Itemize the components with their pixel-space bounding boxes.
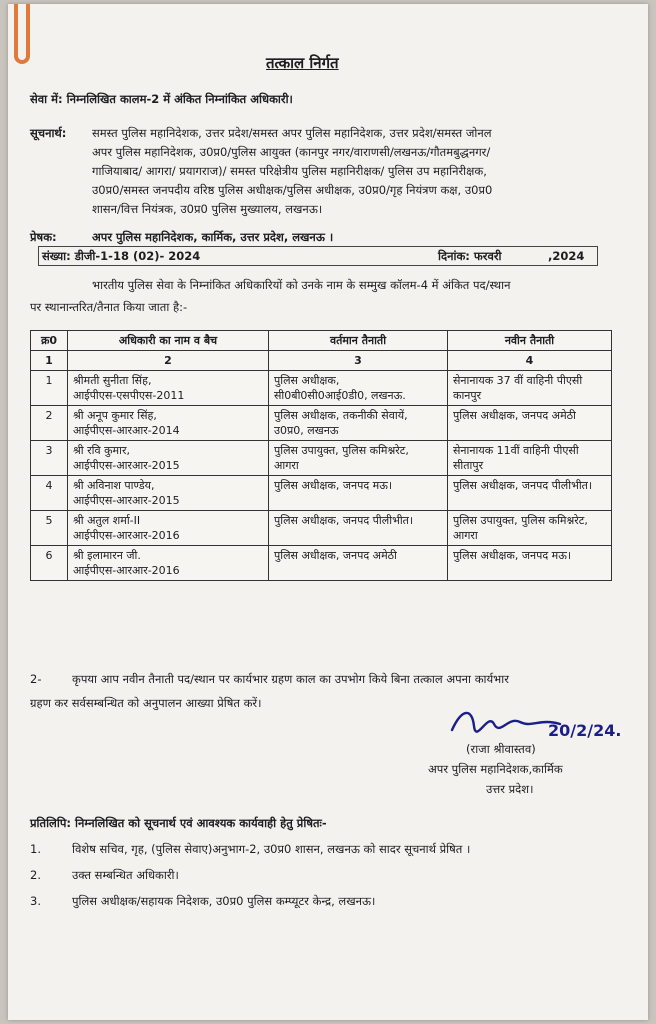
- row-sn: 2: [31, 406, 68, 441]
- signatory-post: अपर पुलिस महानिदेशक,कार्मिक: [428, 762, 563, 776]
- reference-number: संख्या: डीजी-1-18 (02)- 2024: [42, 249, 201, 263]
- new-posting-cell: [448, 441, 612, 476]
- suchanarth-line: उ0प्र0/समस्त जनपदीय वरिष्ठ पुलिस अधीक्षक/पुलिस अधीक्षक, उ0प्र0/गृह नियंत्रण कक्ष, उ0प्र0: [92, 183, 493, 197]
- current-posting-cell: [269, 511, 448, 546]
- cc-number: 2.: [30, 868, 41, 882]
- new-posting: सेनानायक 11वीं वाहिनी पीएसी: [453, 444, 579, 457]
- officer-batch: आईपीएस-एसपीएस-2011: [73, 389, 185, 402]
- officer-batch: आईपीएस-आरआर-2015: [73, 459, 180, 472]
- current-posting: उ0प्र0, लखनऊ: [274, 424, 339, 437]
- col-header: नवीन तैनाती: [448, 331, 612, 351]
- col-number: 2: [68, 351, 269, 371]
- table-row: [31, 406, 612, 441]
- document-page: [8, 4, 648, 1020]
- table-number-row: [31, 351, 612, 371]
- row-sn: 5: [31, 511, 68, 546]
- officer-name: श्री अनूप कुमार सिंह,: [73, 409, 157, 422]
- col-number: 3: [269, 351, 448, 371]
- new-posting: पुलिस अधीक्षक, जनपद अमेठी: [453, 409, 576, 422]
- officer-name: श्री अतुल शर्मा-II: [73, 514, 141, 527]
- signature-date: 20/2/24.: [548, 721, 622, 740]
- current-posting-cell: [269, 441, 448, 476]
- table-row: [31, 476, 612, 511]
- col-number: 1: [31, 351, 68, 371]
- table-header-row: [31, 331, 612, 351]
- current-posting-cell: [269, 476, 448, 511]
- current-posting: सी0बी0सी0आई0डी0, लखनऊ.: [274, 389, 406, 402]
- row-sn: 1: [31, 371, 68, 406]
- new-posting: आगरा: [453, 529, 478, 542]
- suchanarth-label: सूचनार्थ:: [30, 126, 67, 140]
- col-number: 4: [448, 351, 612, 371]
- current-posting: पुलिस अधीक्षक, जनपद पीलीभीत।: [274, 514, 414, 527]
- new-posting-cell: [448, 406, 612, 441]
- document-title: तत्काल निर्गत: [266, 54, 339, 72]
- new-posting-cell: [448, 476, 612, 511]
- officer-cell: [68, 511, 269, 546]
- table-row: [31, 546, 612, 581]
- paragraph-line: कृपया आप नवीन तैनाती पद/स्थान पर कार्यभार ग्रहण काल का उपभोग किये बिना तत्काल अपना कार्यभार: [72, 672, 509, 686]
- table-row: [31, 371, 612, 406]
- new-posting-cell: [448, 546, 612, 581]
- suchanarth-line: अपर पुलिस महानिदेशक, उ0प्र0/पुलिस आयुक्त (कानपुर नगर/वाराणसी/लखनऊ/गौतमबुद्धनगर/: [92, 145, 491, 159]
- row-sn: 3: [31, 441, 68, 476]
- officer-batch: आईपीएस-आरआर-2015: [73, 494, 180, 507]
- officer-cell: [68, 546, 269, 581]
- cc-item: विशेष सचिव, गृह, (पुलिस सेवाए)अनुभाग-2, उ0प्र0 शासन, लखनऊ को सादर सूचनार्थ प्रेषित ।: [72, 842, 471, 856]
- current-posting-cell: [269, 546, 448, 581]
- current-posting: पुलिस अधीक्षक, तकनीकी सेवायें,: [274, 409, 408, 422]
- officer-cell: [68, 441, 269, 476]
- suchanarth-line: शासन/वित्त नियंत्रक, उ0प्र0 पुलिस मुख्यालय, लखनऊ।: [92, 202, 323, 216]
- transfer-table: [30, 330, 612, 581]
- current-posting: पुलिस अधीक्षक, जनपद मऊ।: [274, 479, 393, 492]
- col-header: अधिकारी का नाम व बैच: [68, 331, 269, 351]
- cc-number: 1.: [30, 842, 41, 856]
- date-year: ,2024: [548, 249, 585, 263]
- officer-batch: आईपीएस-आरआर-2014: [73, 424, 180, 437]
- table-row: [31, 441, 612, 476]
- col-header: वर्तमान तैनाती: [269, 331, 448, 351]
- officer-cell: [68, 476, 269, 511]
- officer-cell: [68, 406, 269, 441]
- date-label: दिनांक: फरवरी: [438, 249, 502, 263]
- row-sn: 6: [31, 546, 68, 581]
- new-posting: पुलिस उपायुक्त, पुलिस कमिश्नरेट,: [453, 514, 588, 527]
- paper-clip-icon: [14, 4, 30, 64]
- row-sn: 4: [31, 476, 68, 511]
- new-posting: सेनानायक 37 वीं वाहिनी पीएसी: [453, 374, 583, 387]
- officer-batch: आईपीएस-आरआर-2016: [73, 529, 180, 542]
- officer-batch: आईपीएस-आरआर-2016: [73, 564, 180, 577]
- new-posting-cell: [448, 511, 612, 546]
- intro-line: पर स्थानान्तरित/तैनात किया जाता है:-: [30, 300, 188, 314]
- officer-cell: [68, 371, 269, 406]
- paragraph-number: 2-: [30, 672, 42, 686]
- current-posting-cell: [269, 406, 448, 441]
- new-posting: पुलिस अधीक्षक, जनपद पीलीभीत।: [453, 479, 593, 492]
- pratilipi-heading: प्रतिलिपि: निम्नलिखित को सूचनार्थ एवं आवश्यक कार्यवाही हेतु प्रेषितः-: [30, 816, 327, 830]
- officer-name: श्री अविनाश पाण्डेय,: [73, 479, 155, 492]
- current-posting-cell: [269, 371, 448, 406]
- current-posting: पुलिस उपायुक्त, पुलिस कमिश्नरेट,: [274, 444, 409, 457]
- new-posting: पुलिस अधीक्षक, जनपद मऊ।: [453, 549, 572, 562]
- preshak-label: प्रेषक:: [30, 230, 57, 244]
- col-header: क्र0: [31, 331, 68, 351]
- paragraph-line: ग्रहण कर सर्वसम्बन्धित को अनुपालन आख्या प्रेषित करें।: [30, 696, 262, 710]
- suchanarth-line: समस्त पुलिस महानिदेशक, उत्तर प्रदेश/समस्त अपर पुलिस महानिदेशक, उत्तर प्रदेश/समस्त जोनल: [92, 126, 492, 140]
- signatory-name: (राजा श्रीवास्तव): [466, 742, 536, 756]
- cc-item: पुलिस अधीक्षक/सहायक निदेशक, उ0प्र0 पुलिस कम्प्यूटर केन्द्र, लखनऊ।: [72, 894, 376, 908]
- signatory-post: उत्तर प्रदेश।: [486, 782, 534, 796]
- new-posting-cell: [448, 371, 612, 406]
- cc-item: उक्त सम्बन्धित अधिकारी।: [72, 868, 179, 882]
- addressee-line: सेवा में: निम्नलिखित कालम-2 में अंकित निम्नांकित अधिकारी।: [30, 92, 293, 106]
- table-row: [31, 511, 612, 546]
- current-posting: पुलिस अधीक्षक,: [274, 374, 340, 387]
- new-posting: सीतापुर: [453, 459, 484, 472]
- officer-name: श्री रवि कुमार,: [73, 444, 130, 457]
- new-posting: कानपुर: [453, 389, 482, 402]
- preshak-value: अपर पुलिस महानिदेशक, कार्मिक, उत्तर प्रदेश, लखनऊ ।: [92, 230, 334, 244]
- intro-line: भारतीय पुलिस सेवा के निम्नांकित अधिकारियों को उनके नाम के सम्मुख कॉलम-4 में अंकित पद/स्थान: [92, 278, 511, 292]
- officer-name: श्रीमती सुनीता सिंह,: [73, 374, 152, 387]
- officer-name: श्री इलामारन जी.: [73, 549, 141, 562]
- suchanarth-line: गाजियाबाद/ आगरा/ प्रयागराज)/ समस्त परिक्षेत्रीय पुलिस महानिरीक्षक/ पुलिस उप महानिरीक्षक,: [92, 164, 487, 178]
- current-posting: आगरा: [274, 459, 299, 472]
- cc-number: 3.: [30, 894, 41, 908]
- current-posting: पुलिस अधीक्षक, जनपद अमेठी: [274, 549, 397, 562]
